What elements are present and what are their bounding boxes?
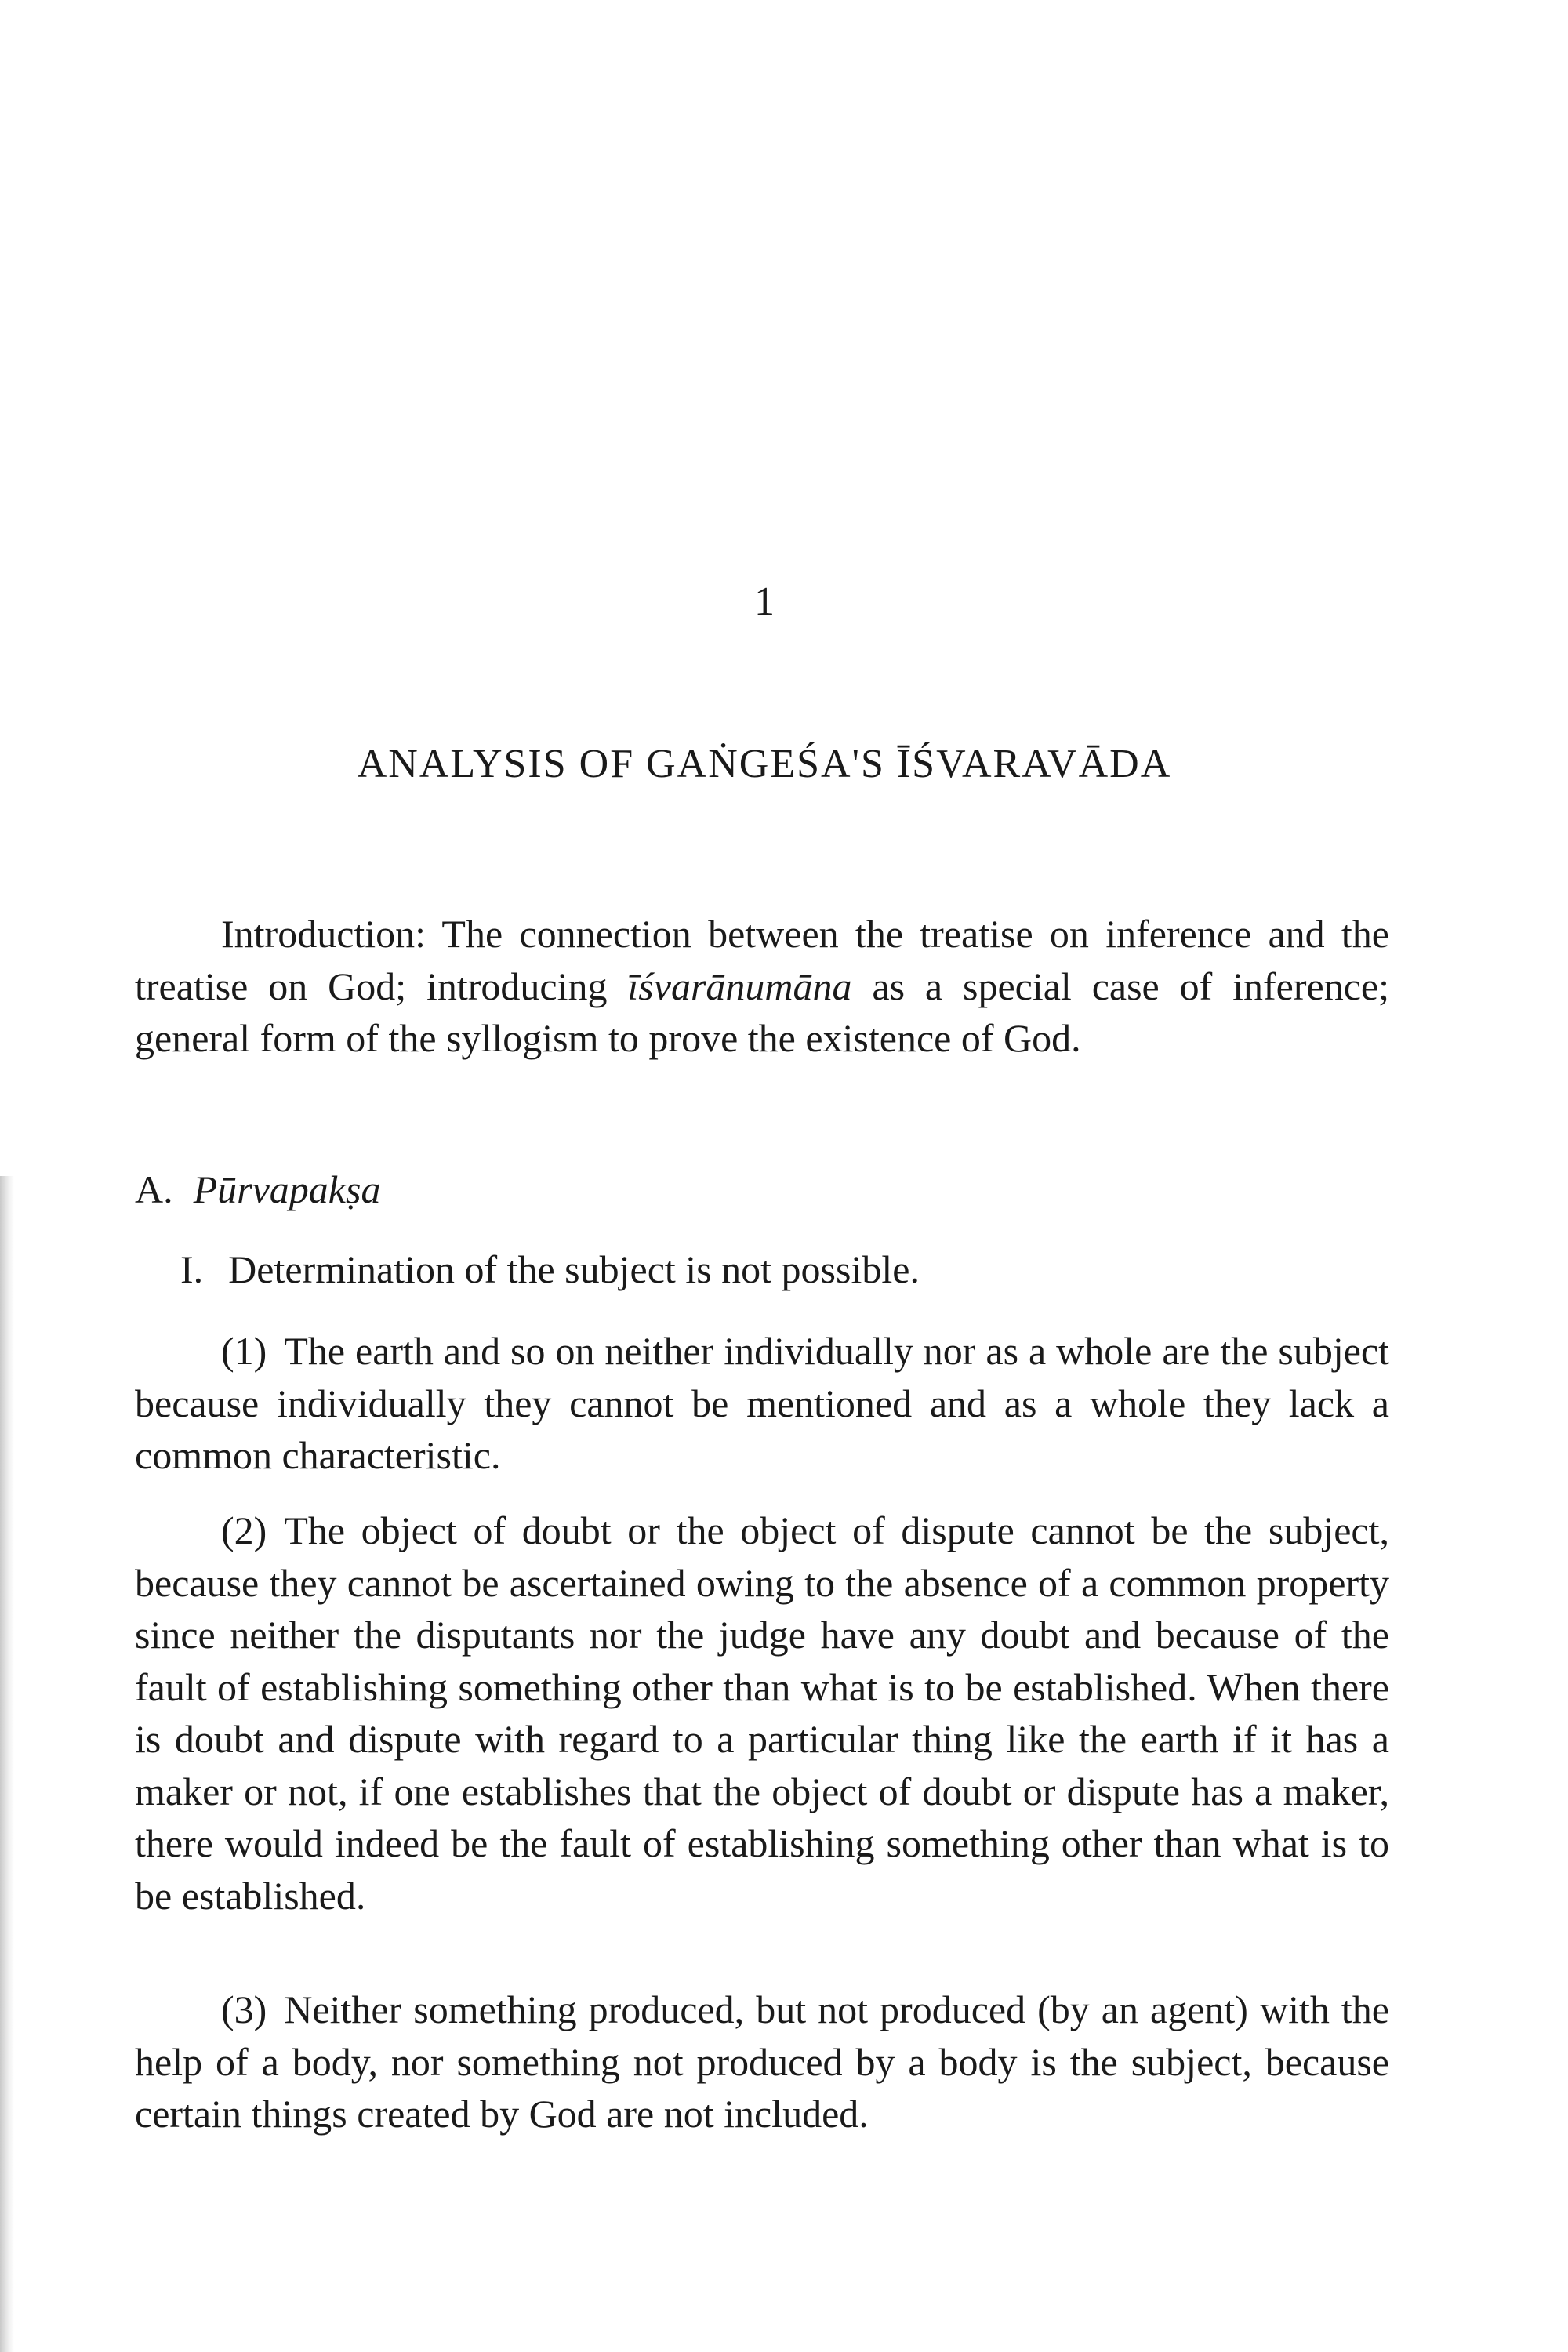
paragraph-2 [135,1504,1389,1922]
paragraph-number: (3) [221,1987,267,2031]
item-text: Determination of the subject is not possible. [228,1247,920,1291]
paragraph-text: Neither something produced, but not produced (by an agent) with the help of a body, nor something not produced by a body is the subject, because certain things created by God are not included. [135,1987,1389,2136]
section-title: Pūrvapakṣa [193,1167,381,1211]
scan-edge-shadow [0,1176,14,2352]
introduction-paragraph [135,908,1389,1065]
item-label: I. [180,1247,204,1291]
chapter-number: 1 [754,579,775,624]
chapter-title: ANALYSIS OF GAṄGEŚA'S ĪŚVARAVĀDA [357,742,1172,786]
section-heading-purvapaksa [135,1163,380,1216]
paragraph-number: (2) [221,1508,267,1552]
paragraph-number: (1) [221,1329,267,1373]
paragraph-1 [135,1325,1389,1482]
section-label: A. [135,1167,173,1211]
introduction-text-end: as a special case of inference; general form of the syllogism to prove the existence of God. [135,964,1389,1060]
paragraph-3 [135,1984,1389,2140]
paragraph-text: The object of doubt or the object of dispute cannot be the subject, because they cannot be ascertained owing to the absence of a common property since neither the disputants nor the judge have any doubt and because of the fault of establishing something other than what is to be established. When there is doubt and dispute with regard to a particular thing like the earth if it has a maker or not, if one establishes that the object of doubt or dispute has a maker, there would indeed be the fault of establishing something other than what is to be established. [135,1508,1389,1918]
paragraph-text: The earth and so on neither individually nor as a whole are the subject because individually they cannot be mentioned and as a whole they lack a common characteristic. [135,1329,1389,1477]
item-heading-1 [180,1243,920,1296]
introduction-term: īśvarānumāna [627,964,852,1008]
introduction-text-start: Introduction: The connection between the treatise on inference and the treatise on God; introducing [135,912,1389,1008]
